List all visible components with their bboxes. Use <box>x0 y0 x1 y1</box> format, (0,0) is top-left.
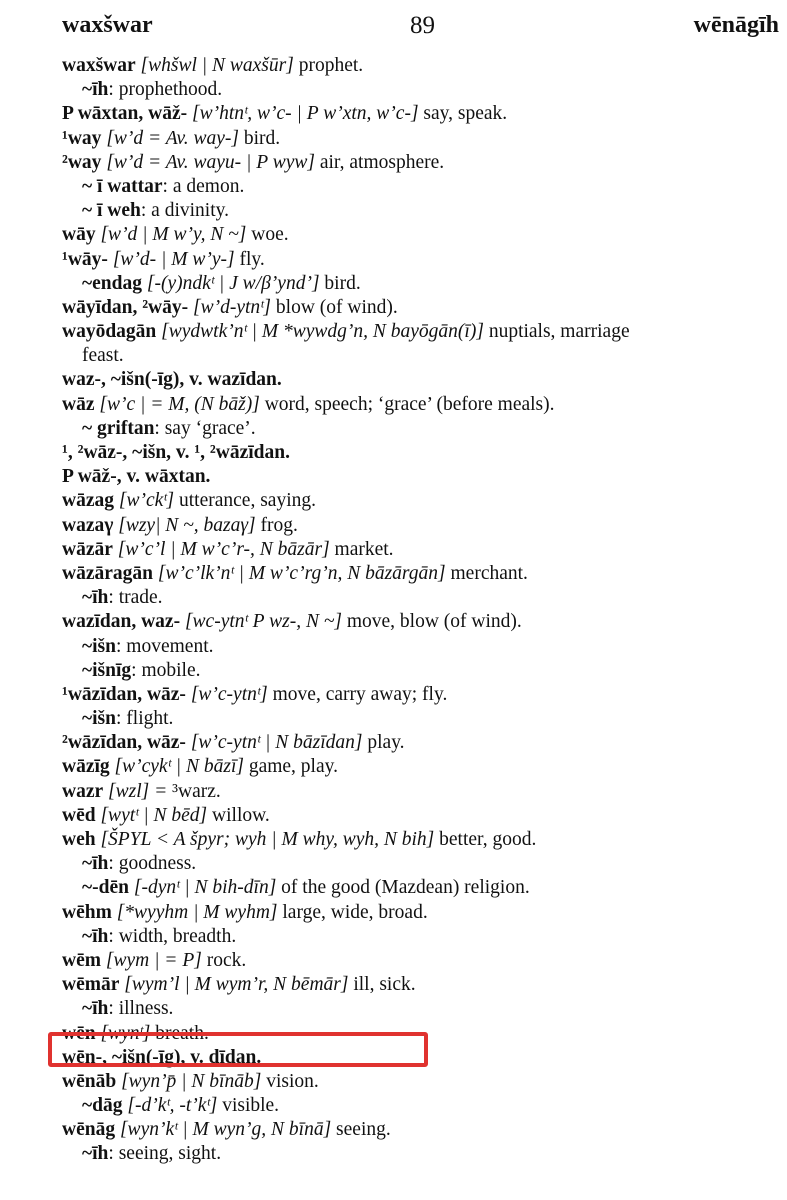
entry-etymology: [wc-ytnᵗ P wz-, N ~] <box>184 611 342 633</box>
dictionary-entry <box>62 852 784 876</box>
dictionary-entry <box>62 780 784 804</box>
entry-etymology: [w’d = Av. way-] <box>106 127 239 149</box>
entry-definition: : say ‘grace’. <box>154 417 256 439</box>
dictionary-entry <box>62 344 784 368</box>
entry-definition: ill, sick. <box>353 974 416 996</box>
entry-headword: ~išn <box>82 635 116 657</box>
page-number: 89 <box>410 12 435 39</box>
entry-headword: wāz <box>62 393 95 415</box>
dictionary-entry <box>62 296 784 320</box>
dictionary-entry <box>62 997 784 1021</box>
entry-headword: wēhm <box>62 901 112 923</box>
entry-definition: bird. <box>324 272 361 294</box>
header-guide-word-right: wēnāgīh <box>693 12 779 38</box>
entry-definition: : seeing, sight. <box>108 1143 222 1165</box>
entry-headword: ~īh <box>82 925 109 947</box>
dictionary-entry <box>62 828 784 852</box>
entry-etymology: [wzy| N ~, bazaγ] <box>118 514 256 536</box>
dictionary-entry <box>62 901 784 925</box>
entry-headword: ¹wāzīdan, wāz- <box>62 683 186 705</box>
entry-definition: : prophethood. <box>108 79 223 101</box>
entry-headword: wāzīg <box>62 756 110 778</box>
entry-definition: woe. <box>251 224 289 246</box>
entry-definition: play. <box>367 732 405 754</box>
entry-definition: word, speech; ‘grace’ (before meals). <box>264 393 555 415</box>
entry-definition: ³warz. <box>172 780 221 802</box>
entry-headword: ~īh <box>82 998 109 1020</box>
entry-definition: : trade. <box>108 587 163 609</box>
entry-definition: rock. <box>206 949 247 971</box>
dictionary-entry <box>62 78 784 102</box>
entry-headword: P wāxtan, wāž- <box>62 103 188 125</box>
entry-headword: ~īh <box>82 79 109 101</box>
entry-etymology: [-dynᵗ | N bih-dīn] <box>133 877 277 899</box>
entry-definition: utterance, saying. <box>179 490 317 512</box>
entry-etymology: [w’c | = M, (N bāž)] <box>99 393 260 415</box>
entry-definition: say, speak. <box>423 103 508 125</box>
entry-definition: breath. <box>155 1022 209 1044</box>
dictionary-entry <box>62 102 784 126</box>
dictionary-entry <box>62 562 784 586</box>
dictionary-entry <box>62 610 784 634</box>
entry-definition: move, blow (of wind). <box>346 611 522 633</box>
dictionary-entry <box>62 683 784 707</box>
dictionary-entry <box>62 1118 784 1142</box>
entry-headword: wēn <box>62 1022 96 1044</box>
dictionary-entry <box>62 199 784 223</box>
entry-definition: : a demon. <box>162 175 245 197</box>
entry-headword: ¹, ²wāz-, ~išn, v. ¹, ²wāzīdan. <box>62 442 291 463</box>
dictionary-entry <box>62 248 784 272</box>
dictionary-entry <box>62 368 784 392</box>
entry-etymology: [wyn’kᵗ | M wyn’g, N bīnā] <box>119 1119 332 1141</box>
dictionary-entry <box>62 659 784 683</box>
dictionary-entry <box>62 514 784 538</box>
entry-headword: P wāž-, v. wāxtan. <box>62 466 211 488</box>
entry-etymology: [-(y)ndkᵗ | J w/β’ynd’] <box>146 272 320 294</box>
dictionary-entry <box>62 755 784 779</box>
entry-definition: fly. <box>239 248 265 270</box>
entry-headword: ~endag <box>82 272 142 294</box>
entry-definition: merchant. <box>450 562 528 584</box>
entry-definition: vision. <box>266 1070 319 1092</box>
entry-headword: ¹wāy- <box>62 248 108 270</box>
entry-definition: feast. <box>82 345 124 367</box>
entry-definition: prophet. <box>298 55 364 76</box>
entry-headword: weh <box>62 829 96 850</box>
entry-definition: : a divinity. <box>140 200 229 222</box>
dictionary-entry <box>62 586 784 610</box>
entry-definition: : flight. <box>116 708 174 730</box>
entry-etymology: [w’c’lk’nᵗ | M w’c’rg’n, N bāzārgān] <box>157 562 446 584</box>
dictionary-entry <box>62 1070 784 1094</box>
entry-headword: waxšwar <box>62 55 136 76</box>
entry-etymology: [w’d- | M w’y-] <box>112 248 235 270</box>
entry-headword: wazaγ <box>62 514 114 536</box>
entry-headword: wāy <box>62 224 96 246</box>
entry-headword: wāzāragān <box>62 562 153 584</box>
entry-headword: ~ griftan <box>82 417 155 439</box>
entry-definition: willow. <box>212 804 270 826</box>
entry-headword: wēn-, ~išn(-īg), v. dīdan. <box>62 1046 262 1068</box>
dictionary-entry <box>62 393 784 417</box>
entry-headword: ²wāzīdan, wāz- <box>62 732 186 754</box>
entry-headword: wazīdan, waz- <box>62 611 181 633</box>
entry-definition: of the good (Mazdean) religion. <box>281 877 530 899</box>
entry-headword: ~ ī wattar <box>82 175 163 197</box>
dictionary-entry <box>62 151 784 175</box>
entry-etymology: [w’d | M w’y, N ~] <box>100 224 247 246</box>
entry-etymology: [w’d-ytnᵗ] <box>193 296 272 318</box>
dictionary-entry <box>62 804 784 828</box>
entry-headword: ¹way <box>62 127 102 149</box>
entry-etymology: [w’c-ytnᵗ] <box>190 683 268 705</box>
entry-etymology: [w’c-ytnᵗ | N bāzīdan] <box>190 732 363 754</box>
entry-headword: wēnāb <box>62 1070 117 1092</box>
entry-etymology: [wyn’p̄ | N bīnāb] <box>121 1070 262 1092</box>
entry-definition: air, atmosphere. <box>319 151 445 173</box>
entry-headword: ~-dēn <box>82 877 129 899</box>
entry-definition: visible. <box>222 1095 280 1117</box>
entry-definition: : mobile. <box>131 659 201 681</box>
entry-etymology: [*wyyhm | M wyhm] <box>116 901 278 923</box>
entry-headword: wēm <box>62 949 101 971</box>
dictionary-entry <box>62 441 784 465</box>
dictionary-entry <box>62 223 784 247</box>
entry-definition: seeing. <box>336 1119 391 1141</box>
entry-headword: ~išn <box>82 708 116 730</box>
entry-etymology: [-d’kᵗ, -t’kᵗ] <box>127 1095 218 1117</box>
dictionary-entry <box>62 272 784 296</box>
entry-headword: ~ ī weh <box>82 200 141 222</box>
dictionary-entry <box>62 876 784 900</box>
entry-headword: ~išnīg <box>82 659 132 681</box>
entry-etymology: [wytᵗ | N bēd] <box>100 804 208 826</box>
dictionary-entry <box>62 538 784 562</box>
entry-etymology: [wym’l | M wym’r, N bēmār] <box>124 974 349 996</box>
dictionary-entry <box>62 54 784 78</box>
entry-etymology: [wynᵗ] <box>100 1022 151 1044</box>
entry-headword: ~īh <box>82 587 109 609</box>
entry-headword: wēd <box>62 804 96 826</box>
dictionary-entries <box>62 54 784 1167</box>
entry-etymology: [w’d = Av. wayu- | P wyw] <box>106 151 315 173</box>
entry-etymology: [wym | = P] <box>105 949 202 971</box>
entry-headword: wazr <box>62 780 104 802</box>
entry-etymology: [w’c’l | M w’c’r-, N bāzār] <box>117 538 330 560</box>
dictionary-entry <box>62 635 784 659</box>
entry-headword: wēnāg <box>62 1119 116 1141</box>
entry-headword: wāyīdan, ²wāy- <box>62 296 189 318</box>
entry-headword: wēmār <box>62 974 120 996</box>
dictionary-entry <box>62 1094 784 1118</box>
dictionary-entry <box>62 1046 784 1070</box>
entry-headword: waz-, ~išn(-īg), v. wazīdan. <box>62 369 282 391</box>
entry-etymology: [w’htnᵗ, w’c- | P w’xtn, w’c-] <box>192 103 419 125</box>
dictionary-entry <box>62 1022 784 1046</box>
dictionary-entry <box>62 417 784 441</box>
entry-definition: game, play. <box>248 756 338 778</box>
entry-etymology: [whšwl | N waxšūr] <box>140 55 294 76</box>
entry-headword: ²way <box>62 151 102 173</box>
dictionary-entry <box>62 465 784 489</box>
entry-definition: move, carry away; fly. <box>272 683 448 705</box>
dictionary-entry <box>62 127 784 151</box>
entry-definition: frog. <box>260 514 298 536</box>
dictionary-entry <box>62 320 784 344</box>
entry-definition: blow (of wind). <box>275 296 398 318</box>
entry-etymology: [ŠPYL < A špyr; wyh | M why, wyh, N bih] <box>100 829 435 850</box>
entry-headword: wāzār <box>62 538 113 560</box>
entry-headword: ~dāg <box>82 1095 123 1117</box>
entry-etymology: [w’cykᵗ | N bāzī] <box>114 756 244 778</box>
entry-headword: ~īh <box>82 1143 109 1165</box>
entry-headword: wayōdagān <box>62 321 157 343</box>
header-guide-word-left: waxšwar <box>62 12 153 38</box>
entry-definition: : illness. <box>108 998 174 1020</box>
dictionary-entry <box>62 707 784 731</box>
entry-headword: ~īh <box>82 853 109 875</box>
page-header <box>62 6 779 46</box>
dictionary-entry <box>62 973 784 997</box>
entry-definition: large, wide, broad. <box>282 901 428 923</box>
entry-definition: market. <box>334 538 394 560</box>
dictionary-entry <box>62 731 784 755</box>
entry-etymology: [wzl] = <box>108 780 168 802</box>
entry-definition: bird. <box>243 127 281 149</box>
entry-definition: better, good. <box>439 829 537 850</box>
entry-definition: : width, breadth. <box>108 925 237 947</box>
entry-definition: : goodness. <box>108 853 197 875</box>
dictionary-entry <box>62 175 784 199</box>
entry-definition: : movement. <box>116 635 214 657</box>
dictionary-entry <box>62 925 784 949</box>
entry-definition: nuptials, marriage <box>488 321 630 343</box>
entry-etymology: [wydwtk’nᵗ | M *wywdg’n, N bayōgān(ī)] <box>161 321 484 343</box>
dictionary-entry <box>62 1142 784 1166</box>
dictionary-entry <box>62 489 784 513</box>
entry-headword: wāzag <box>62 490 114 512</box>
dictionary-entry <box>62 949 784 973</box>
entry-etymology: [w’ckᵗ] <box>118 490 175 512</box>
